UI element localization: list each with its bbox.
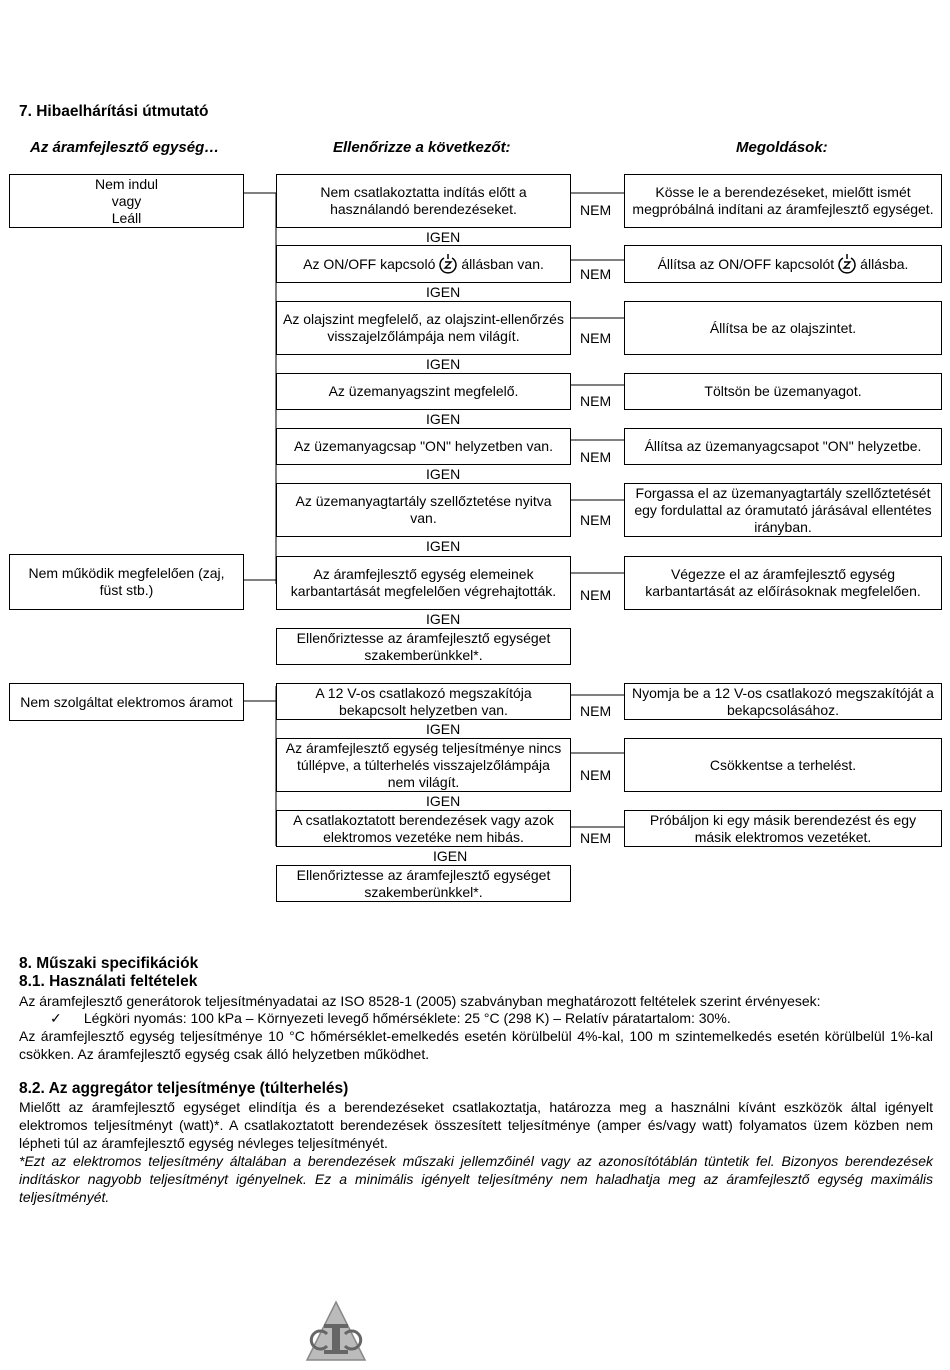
section-8-2-title: 8.2. Az aggregátor teljesítménye (túlterhelés) [19,1080,349,1097]
header-solutions: Megoldások: [736,139,828,156]
check-fuel-level: Az üzemanyagszint megfelelő. [276,373,571,410]
no-label: NEM [580,266,612,282]
problem-no-start: Nem indul vagy Leáll [9,174,244,228]
solution-12v-breaker: Nyomja be a 12 V-os csatlakozó megszakítóját a bekapcsolásához. [624,683,942,720]
bullet-text: Légköri nyomás: 100 kPa – Környezeti levegő hőmérséklete: 25 °C (298 K) – Relatív páratartalom: 30%. [83,1010,731,1026]
check-devices-connected: Nem csatlakoztatta indítás előtt a használandó berendezéseket. [276,174,571,228]
no-label: NEM [580,330,612,346]
footnote: *Ezt az elektromos teljesítmény általában a berendezések műszaki jellemzőinél vagy az azonosítótáblán tüntetik fel. Bizonyos berendezések indításkor nagyobb teljesítményt igényelnek. Ez a minimális igényelt teljesítmény nem haladhatja meg az áramfejlesztő egység maximális teljesítményét. [19,1153,933,1205]
bullet-item [50,1009,731,1027]
check-fuel-tap: Az üzemanyagcsap "ON" helyzetben van. [276,428,571,465]
solution-reduce-load: Csökkentse a terhelést. [624,738,942,792]
solution-fuel: Töltsön be üzemanyagot. [624,373,942,410]
check-devices-cables: A csatlakoztatott berendezések vagy azok elektromos vezetéke nem hibás. [276,810,571,847]
paragraph: Mielőtt az áramfejlesztő egységet elindítja és a berendezéseket csatlakoztatja, határozza meg a használni kívánt eszközök által igényelt elektromos teljesítményt (watt)*. A csatlakoztatott berendezések összesített teljesítménye (amper és/vagy watt) folyamatos üzem közben nem lépheti túl az áramfejlesztő egység névleges teljesítményét. [19,1099,933,1151]
check-switch-label: Az ON/OFF kapcsoló [303,255,436,272]
header-unit: Az áramfejlesztő egység… [30,139,220,156]
yes-label: IGEN [426,284,461,300]
yes-label: IGEN [426,356,461,372]
hc-logo-icon [305,1300,367,1362]
section-8-1-title: 8.1. Használati feltételek [19,973,198,990]
section-7-title: 7. Hibaelhárítási útmutató [19,103,209,120]
solution-switch-label-tail: állásba. [860,255,909,272]
no-label: NEM [580,202,612,218]
solution-switch-label: Állítsa az ON/OFF kapcsolót [657,255,835,272]
power-switch-off-icon [837,253,857,275]
check-contact-service-1: Ellenőriztesse az áramfejlesztő egységet szakemberünkkel*. [276,628,571,665]
yes-label: IGEN [426,229,461,245]
paragraph: Az áramfejlesztő generátorok teljesítményadatai az ISO 8528-1 (2005) szabványban meghatározott feltételek szerint érvényesek: [19,993,821,1009]
yes-label: IGEN [426,611,461,627]
solution-fuel-tap: Állítsa az üzemanyagcsapot "ON" helyzetbe. [624,428,942,465]
no-label: NEM [580,393,612,409]
no-label: NEM [580,512,612,528]
yes-label: IGEN [426,721,461,737]
solution-maintenance: Végezze el az áramfejlesztő egység karbantartását az előírásoknak megfelelően. [624,556,942,610]
check-maintenance: Az áramfejlesztő egység elemeinek karbantartását megfelelően végrehajtották. [276,556,571,610]
no-label: NEM [580,830,612,846]
header-check: Ellenőrizze a következőt: [333,139,511,156]
section-8-title: 8. Műszaki specifikációk [19,955,199,972]
check-contact-service-2: Ellenőriztesse az áramfejlesztő egységet szakemberünkkel*. [276,865,571,902]
problem-malfunction: Nem működik megfelelően (zaj, füst stb.) [9,554,244,610]
no-label: NEM [580,767,612,783]
no-label: NEM [580,587,612,603]
check-oil-level: Az olajszint megfelelő, az olajszint-ellenőrzés visszajelzőlámpája nem világít. [276,301,571,355]
power-switch-off-icon [438,253,458,275]
yes-label: IGEN [426,538,461,554]
check-mark-icon: ✓ [50,1010,62,1026]
yes-label: IGEN [426,411,461,427]
check-tank-vent: Az üzemanyagtartály szellőztetése nyitva van. [276,483,571,537]
check-switch-position [276,245,571,283]
no-label: NEM [580,449,612,465]
yes-label: IGEN [426,466,461,482]
problem-no-power: Nem szolgáltat elektromos áramot [9,683,244,721]
solution-set-switch [624,245,942,283]
solution-disconnect-devices: Kösse le a berendezéseket, mielőtt ismét megpróbálná indítani az áramfejlesztő egységet. [624,174,942,228]
check-12v-breaker: A 12 V-os csatlakozó megszakítója bekapcsolt helyzetben van. [276,683,571,720]
yes-label: IGEN [433,848,468,864]
paragraph: Az áramfejlesztő egység teljesítménye 10 °C hőmérséklet-emelkedés esetén körülbelül 4%-kal, 100 m szintemelkedés esetén körülbelül 1%-kal csökken. Az áramfejlesztő egység csak álló helyzetben működhet. [19,1028,933,1062]
yes-label: IGEN [426,793,461,809]
check-overload: Az áramfejlesztő egység teljesítménye nincs túllépve, a túlterhelés visszajelzőlámpája nem világít. [276,738,571,792]
solution-tank-vent: Forgassa el az üzemanyagtartály szellőztetését egy fordulattal az óramutató járásával ellentétes irányban. [624,483,942,537]
no-label: NEM [580,703,612,719]
solution-other-device: Próbáljon ki egy másik berendezést és egy másik elektromos vezetéket. [624,810,942,847]
check-switch-label-tail: állásban van. [461,255,544,272]
solution-oil: Állítsa be az olajszintet. [624,301,942,355]
